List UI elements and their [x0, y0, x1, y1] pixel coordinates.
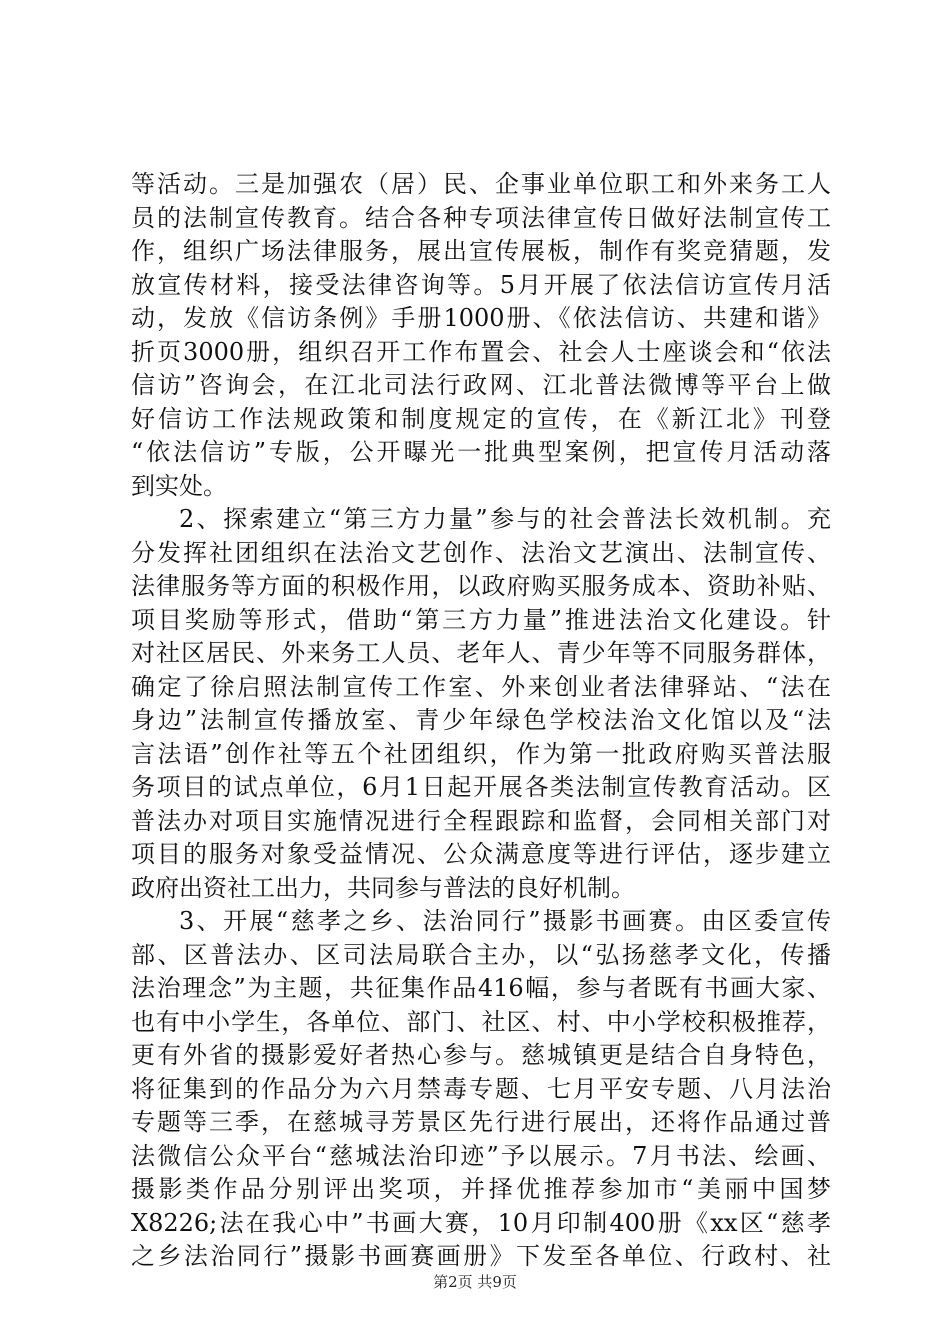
text-line: 言法语”创作社等五个社团组织，作为第一批政府购买普法服: [131, 739, 831, 768]
text-line: 确定了徐启照法制宣传工作室、外来创业者法律驿站、“法在: [131, 672, 831, 701]
text-line: 法微信公众平台“慈城法治印迹”予以展示。7月书法、绘画、: [131, 1141, 831, 1170]
text-line: 之乡法治同行”摄影书画赛画册》下发至各单位、行政村、社: [131, 1242, 831, 1270]
text-line: 分发挥社团组织在法治文艺创作、法治文艺演出、法制宣传、: [131, 538, 831, 567]
text-line: 专题等三季，在慈城寻芳景区先行进行展出，还将作品通过普: [131, 1108, 831, 1136]
text-line: 3、开展“慈孝之乡、法治同行”摄影书画赛。由区委宣传: [179, 907, 831, 935]
text-line: “依法信访”专版，公开曝光一批典型案例，把宣传月活动落: [131, 438, 831, 466]
text-line: 项目的服务对象受益情况、公众满意度等进行评估，逐步建立: [131, 840, 831, 868]
text-line: 也有中小学生，各单位、部门、社区、村、中小学校积极推荐，: [131, 1007, 831, 1036]
document-body: [131, 168, 831, 1274]
text-line: 更有外省的摄影爱好者热心参与。慈城镇更是结合自身特色，: [131, 1041, 831, 1069]
text-line: 到实处。: [131, 471, 227, 500]
text-line: 普法办对项目实施情况进行全程跟踪和监督，会同相关部门对: [131, 806, 831, 835]
text-line: 2、探索建立“第三方力量”参与的社会普法长效机制。充: [179, 505, 831, 533]
text-line: X8226;法在我心中”书画大赛，10月印制400册《xx区“慈孝: [131, 1208, 831, 1237]
text-line: 好信访工作法规政策和制度规定的宣传，在《新江北》刊登: [131, 404, 831, 433]
text-line: 项目奖励等形式，借助“第三方力量”推进法治文化建设。针: [131, 605, 831, 634]
text-line: 部、区普法办、区司法局联合主办，以“弘扬慈孝文化，传播: [131, 940, 831, 969]
text-line: 动，发放《信访条例》手册1000册、《依法信访、共建和谐》: [131, 304, 831, 332]
text-line: 身边”法制宣传播放室、青少年绿色学校法治文化馆以及“法: [131, 706, 831, 734]
text-line: 对社区居民、外来务工人员、老年人、青少年等不同服务群体，: [131, 639, 831, 667]
text-line: 放宣传材料，接受法律咨询等。5月开展了依法信访宣传月活: [131, 270, 831, 299]
text-line: 政府出资社工出力，共同参与普法的良好机制。: [131, 873, 635, 902]
text-line: 将征集到的作品分为六月禁毒专题、七月平安专题、八月法治: [131, 1074, 831, 1103]
text-line: 等活动。三是加强农（居）民、企事业单位职工和外来务工人: [131, 170, 831, 198]
page-footer: 第2页 共9页: [433, 1273, 517, 1291]
text-line: 摄影类作品分别评出奖项，并择优推荐参加市“美丽中国梦: [131, 1175, 831, 1203]
text-line: 员的法制宣传教育。结合各种专项法律宣传日做好法制宣传工: [131, 203, 831, 232]
text-line: 法治理念”为主题，共征集作品416幅，参与者既有书画大家、: [131, 974, 831, 1002]
text-line: 作，组织广场法律服务，展出宣传展板，制作有奖竞猜题，发: [131, 237, 831, 265]
text-line: 务项目的试点单位，6月1日起开展各类法制宣传教育活动。区: [131, 773, 831, 801]
text-line: 法律服务等方面的积极作用，以政府购买服务成本、资助补贴、: [131, 572, 831, 600]
text-line: 折页3000册，组织召开工作布置会、社会人士座谈会和“依法: [131, 337, 831, 366]
text-line: 信访”咨询会，在江北司法行政网、江北普法微博等平台上做: [131, 371, 831, 399]
